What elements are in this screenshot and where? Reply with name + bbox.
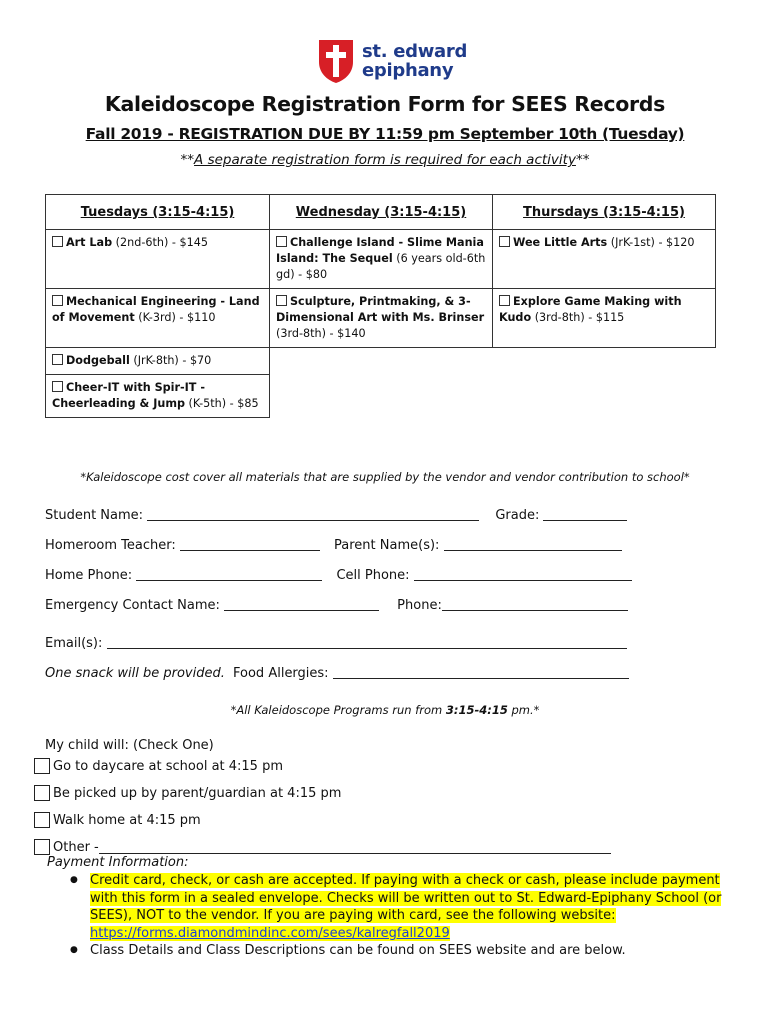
activity-cell[interactable]: [46, 230, 270, 289]
phones-line: [45, 568, 632, 583]
note-prefix: **: [180, 152, 195, 168]
snack-note: One snack will be provided.: [45, 666, 225, 681]
table-header-row: [46, 195, 716, 230]
activity-name: Explore Game Making with Kudo: [499, 295, 682, 324]
activity-cell[interactable]: [46, 289, 270, 348]
logo-line-2: epiphany: [362, 60, 454, 81]
allergies-line: [45, 666, 629, 681]
activity-name: Dodgeball: [66, 354, 130, 367]
activity-schedule-table: [45, 194, 716, 418]
home-phone-field[interactable]: [136, 568, 322, 581]
emergency-phone-field[interactable]: [442, 598, 628, 611]
shield-cross-icon: [317, 38, 355, 84]
pickup-heading: My child will: (Check One): [45, 738, 214, 753]
student-name-field[interactable]: [147, 508, 479, 521]
option-label: Go to daycare at school at 4:15 pm: [53, 758, 284, 774]
emergency-phone-label: Phone:: [397, 598, 442, 613]
class-details-note: Class Details and Class Descriptions can be found on SEES website and are below.: [90, 943, 626, 958]
header-tuesday: Tuesdays (3:15-4:15): [46, 195, 270, 230]
pickup-option-daycare[interactable]: [34, 758, 283, 774]
activity-name: Mechanical Engineering - Land of Movement: [52, 295, 260, 324]
activity-name: Wee Little Arts: [513, 236, 608, 249]
empty-cell: [270, 375, 493, 418]
activity-detail: (JrK-1st) - $120: [607, 236, 695, 249]
option-label: Be picked up by parent/guardian at 4:15 pm: [53, 785, 342, 801]
activity-name: Challenge Island - Slime Mania Island: The Sequel: [276, 236, 484, 265]
email-label: Email(s):: [45, 636, 107, 651]
email-line: [45, 636, 627, 651]
payment-list: [70, 872, 730, 960]
checkbox[interactable]: [52, 354, 63, 365]
option-label: Other -: [53, 839, 99, 855]
cost-note: *Kaleidoscope cost cover all materials that are supplied by the vendor and vendor contribution to school*: [80, 470, 690, 484]
header-wednesday: Wednesday (3:15-4:15): [270, 195, 493, 230]
activity-name: Sculpture, Printmaking, & 3-Dimensional Art with Ms. Brinser: [276, 295, 485, 324]
empty-cell: [270, 348, 493, 375]
table-row: [46, 230, 716, 289]
page-title: Kaleidoscope Registration Form for SEES Records: [104, 92, 666, 116]
cell-phone-field[interactable]: [414, 568, 632, 581]
table-row: [46, 375, 716, 418]
activity-detail: (3rd-8th) - $140: [276, 327, 366, 340]
payment-instructions: Credit card, check, or cash are accepted. If paying with a check or cash, please include payment with this form in a sealed envelope. Checks will be written out to St. Edward-Epiphany School (or SEES), NOT to the vendor. If you are paying with card, see the following website:: [90, 873, 722, 923]
activity-name: Cheer-IT with Spir-IT - Cheerleading & Jump: [52, 381, 205, 410]
school-logo: [317, 38, 467, 84]
grade-field[interactable]: [543, 508, 627, 521]
empty-cell: [493, 348, 716, 375]
parent-label: Parent Name(s):: [334, 538, 444, 553]
program-time: 3:15-4:15: [445, 703, 508, 717]
activity-cell[interactable]: [493, 230, 716, 289]
program-time-prefix: *All Kaleidoscope Programs run from: [230, 703, 446, 717]
activity-cell[interactable]: [493, 289, 716, 348]
table-row: [46, 348, 716, 375]
activity-name: Art Lab: [66, 236, 113, 249]
activity-cell[interactable]: [46, 375, 270, 418]
note-suffix: **: [575, 152, 590, 168]
table-row: [46, 289, 716, 348]
checkbox[interactable]: [52, 381, 63, 392]
emergency-label: Emergency Contact Name:: [45, 598, 225, 613]
homeroom-field[interactable]: [180, 538, 320, 551]
header-thursday: Thursdays (3:15-4:15): [493, 195, 716, 230]
allergies-label: Food Allergies:: [233, 666, 333, 681]
homeroom-parent-line: [45, 538, 622, 553]
list-item: [70, 872, 730, 942]
allergies-field[interactable]: [333, 666, 629, 679]
option-label: Walk home at 4:15 pm: [53, 812, 201, 828]
activity-detail: (K-5th) - $85: [185, 397, 259, 410]
program-time-note: [0, 703, 770, 717]
checkbox[interactable]: [276, 295, 287, 306]
pickup-option-other[interactable]: [34, 839, 611, 855]
cell-phone-label: Cell Phone:: [336, 568, 414, 583]
program-time-suffix: pm.*: [507, 703, 540, 717]
parent-field[interactable]: [444, 538, 622, 551]
student-name-label: Student Name:: [45, 508, 148, 523]
activity-detail: (2nd-6th) - $145: [112, 236, 208, 249]
home-phone-label: Home Phone:: [45, 568, 137, 583]
list-item: [70, 942, 730, 960]
payment-heading: Payment Information:: [47, 855, 189, 870]
activity-detail: (JrK-8th) - $70: [129, 354, 212, 367]
payment-link[interactable]: https://forms.diamondmindinc.com/sees/kalregfall2019: [90, 925, 450, 941]
separate-form-note: [0, 152, 770, 168]
checkbox[interactable]: [34, 758, 50, 774]
grade-label: Grade:: [495, 508, 544, 523]
activity-detail: (3rd-8th) - $115: [531, 311, 625, 324]
empty-cell: [493, 375, 716, 418]
emergency-field[interactable]: [224, 598, 379, 611]
checkbox[interactable]: [276, 236, 287, 247]
activity-cell[interactable]: [270, 230, 493, 289]
checkbox[interactable]: [52, 236, 63, 247]
emergency-line: [45, 598, 628, 613]
checkbox[interactable]: [34, 812, 50, 828]
logo-text: [362, 42, 467, 80]
note-text: A separate registration form is required for each activity: [194, 152, 576, 168]
activity-cell[interactable]: [46, 348, 270, 375]
logo-line-1: st. edward: [362, 41, 468, 62]
activity-cell[interactable]: [270, 289, 493, 348]
due-date-subtitle: Fall 2019 - REGISTRATION DUE BY 11:59 pm September 10th (Tuesday): [85, 125, 685, 143]
pickup-option-walk[interactable]: [34, 812, 201, 828]
checkbox[interactable]: [499, 295, 510, 306]
pickup-option-parent[interactable]: [34, 785, 341, 801]
checkbox[interactable]: [34, 785, 50, 801]
checkbox[interactable]: [52, 295, 63, 306]
student-grade-line: [45, 508, 627, 523]
activity-detail: (K-3rd) - $110: [134, 311, 216, 324]
email-field[interactable]: [107, 636, 627, 649]
checkbox[interactable]: [34, 839, 50, 855]
other-field[interactable]: [99, 841, 611, 854]
checkbox[interactable]: [499, 236, 510, 247]
homeroom-label: Homeroom Teacher:: [45, 538, 180, 553]
activity-detail: (6 years old-6th gd) - $80: [276, 252, 486, 281]
